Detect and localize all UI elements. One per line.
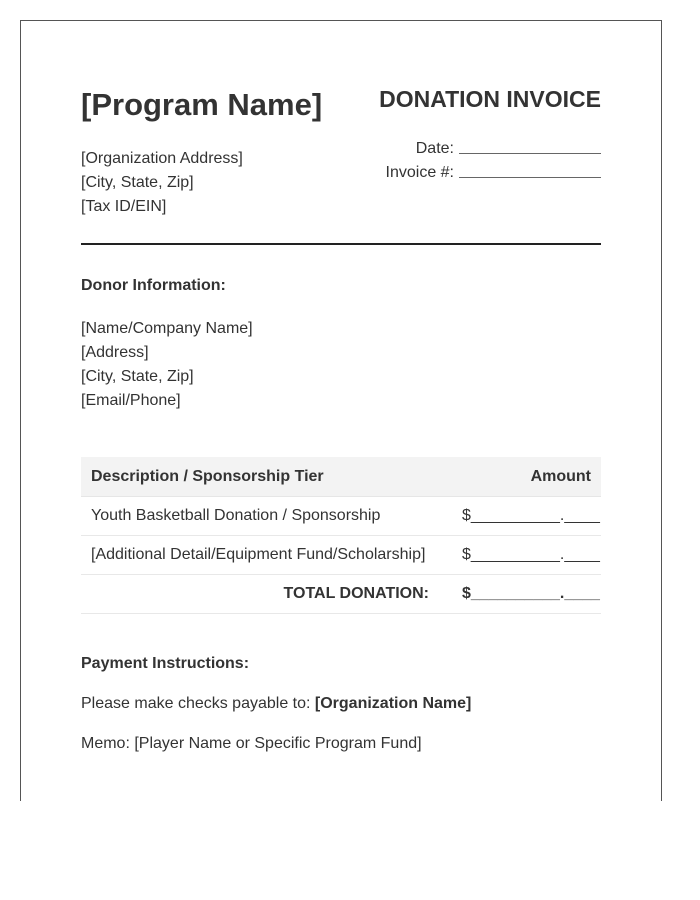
program-name: [Program Name] [81,87,323,122]
payment-heading: Payment Instructions: [81,655,250,672]
row-description: [Additional Detail/Equipment Fund/Scholarship] [91,546,426,563]
invoice-page [20,20,662,801]
date-field[interactable] [459,137,601,154]
date-label: Date: [415,140,454,157]
organization-info [81,147,243,219]
payable-text: Please make checks payable to: [81,695,315,712]
donor-name: [Name/Company Name] [81,320,253,337]
org-city-state-zip: [City, State, Zip] [81,174,194,191]
total-row [81,575,601,614]
description-column-header: Description / Sponsorship Tier [91,467,324,485]
header-divider [81,243,601,245]
date-row [386,134,601,158]
org-address: [Organization Address] [81,150,243,167]
payee-name: [Organization Name] [314,695,472,712]
payable-instruction [81,695,471,713]
donor-heading: Donor Information: [81,277,226,294]
invoice-number-label: Invoice #: [385,164,454,181]
donor-info [81,317,253,413]
row-amount[interactable]: $__________.____ [462,507,600,524]
invoice-number-field[interactable] [459,161,601,178]
total-label: TOTAL DONATION: [283,585,429,602]
memo-line: Memo: [Player Name or Specific Program Fund] [81,735,422,752]
invoice-meta [386,134,601,182]
donation-table [81,457,601,614]
amount-column-header: Amount [530,467,591,485]
invoice-number-row [386,158,601,182]
row-amount[interactable]: $__________.____ [462,546,600,563]
donor-contact: [Email/Phone] [81,392,181,409]
row-description: Youth Basketball Donation / Sponsorship [91,507,381,524]
donor-address: [Address] [81,344,149,361]
table-header [81,457,601,497]
table-row [81,497,601,536]
donor-city-state-zip: [City, State, Zip] [81,368,194,385]
table-row [81,536,601,575]
invoice-title: DONATION INVOICE [379,86,601,112]
org-tax-id: [Tax ID/EIN] [81,198,167,215]
total-amount[interactable]: $__________.____ [462,585,600,602]
